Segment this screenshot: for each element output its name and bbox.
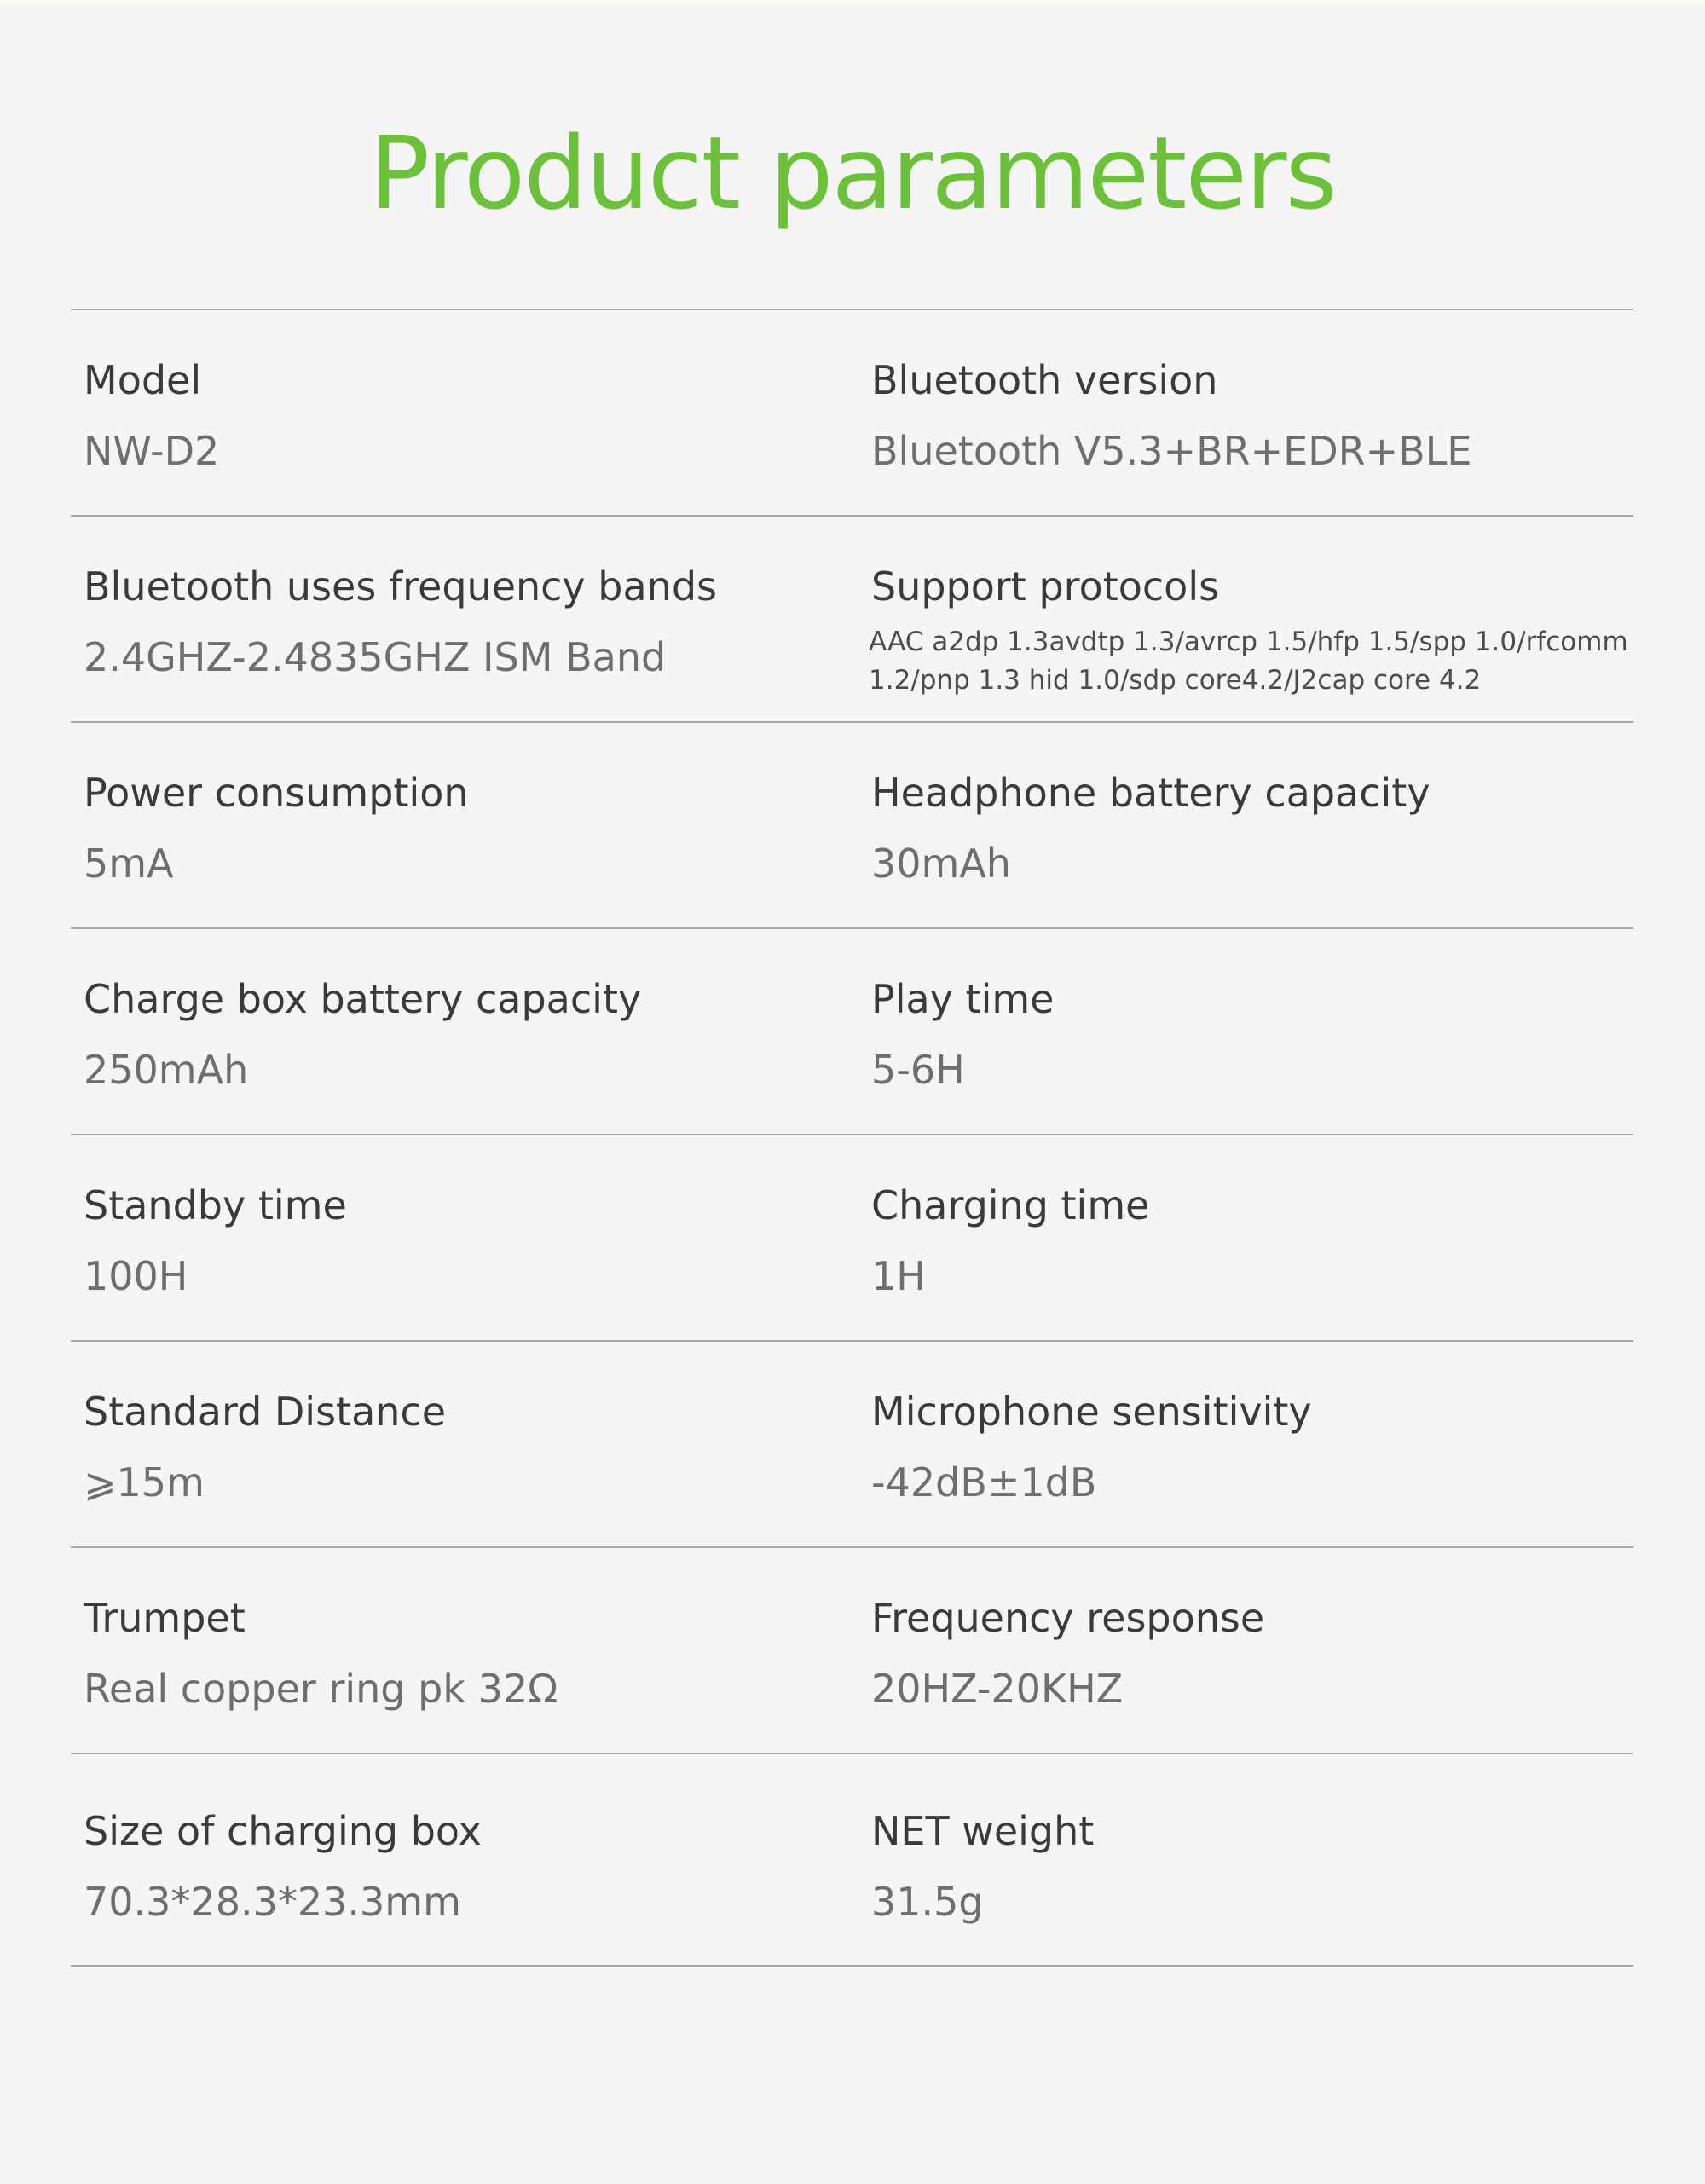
param-value: NW-D2 (84, 428, 220, 474)
param-label: Play time (871, 976, 1055, 1022)
param-label: Frequency response (871, 1595, 1265, 1641)
param-label: Charging time (871, 1182, 1150, 1228)
param-value: 5-6H (871, 1047, 965, 1093)
table-row (71, 517, 1633, 721)
table-row (71, 929, 1633, 1134)
row-divider (71, 1965, 1633, 1967)
param-label: Headphone battery capacity (871, 770, 1430, 816)
table-row (71, 310, 1633, 515)
parameters-table (71, 309, 1633, 1967)
param-value: 5mA (84, 841, 174, 887)
param-label: Size of charging box (84, 1808, 482, 1854)
table-row (71, 1754, 1633, 1965)
param-label: Bluetooth version (871, 357, 1218, 403)
param-label: Support protocols (871, 563, 1220, 610)
param-value: 70.3*28.3*23.3mm (84, 1879, 461, 1925)
top-strip (0, 0, 1705, 5)
table-row (71, 1135, 1633, 1340)
param-value: -42dB±1dB (871, 1459, 1097, 1505)
param-value: ⩾15m (84, 1459, 205, 1505)
param-label: Model (84, 357, 202, 403)
param-value: 1H (871, 1253, 926, 1299)
param-value: AAC a2dp 1.3avdtp 1.3/avrcp 1.5/hfp 1.5/spp 1.0/rfcomm 1.2/pnp 1.3 hid 1.0/sdp core4.2/J2cap core 4.2 (869, 627, 1628, 696)
param-label: Trumpet (84, 1595, 246, 1641)
param-label: Microphone sensitivity (871, 1389, 1312, 1435)
param-label: Standby time (84, 1182, 347, 1228)
table-row (71, 1548, 1633, 1753)
param-label: Power consumption (84, 770, 469, 816)
param-label: NET weight (871, 1808, 1095, 1854)
table-row (71, 723, 1633, 927)
param-label: Charge box battery capacity (84, 976, 642, 1022)
table-row (71, 1342, 1633, 1546)
param-value: 100H (84, 1253, 188, 1299)
param-label: Bluetooth uses frequency bands (84, 563, 717, 610)
param-value: 30mAh (871, 841, 1011, 887)
param-value: 20HZ-20KHZ (871, 1666, 1124, 1712)
page-title: Product parameters (369, 114, 1336, 232)
param-value: Bluetooth V5.3+BR+EDR+BLE (871, 428, 1472, 474)
param-value: Real copper ring pk 32Ω (84, 1666, 558, 1712)
param-value: 250mAh (84, 1047, 249, 1093)
param-value: 2.4GHZ-2.4835GHZ ISM Band (84, 634, 667, 680)
param-value: 31.5g (871, 1879, 984, 1925)
param-label: Standard Distance (84, 1389, 447, 1435)
